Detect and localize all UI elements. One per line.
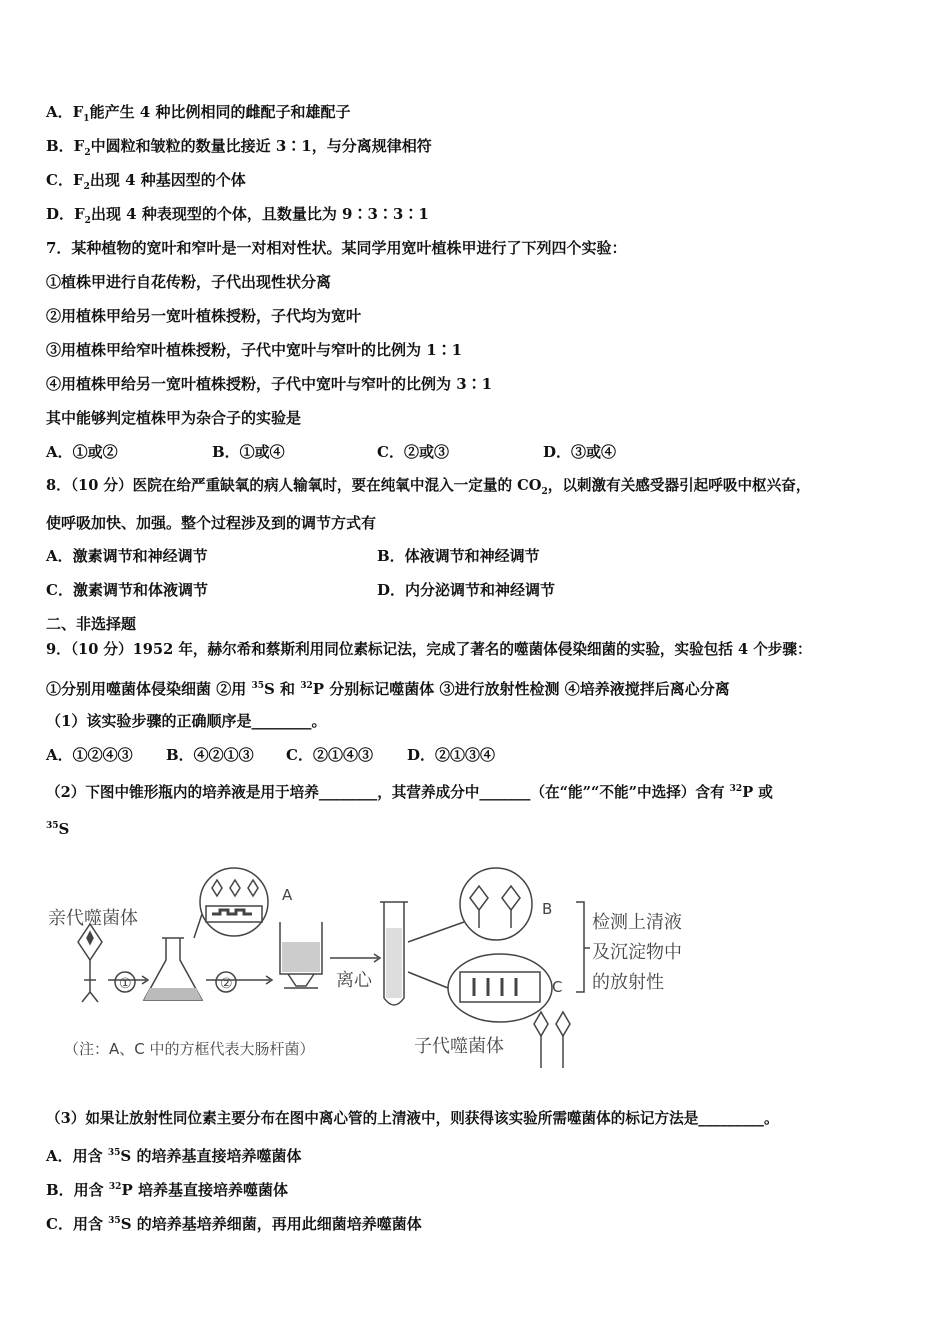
q8-option-b: B．体液调节和神经调节 — [377, 547, 540, 565]
section-title: 二、非选择题 — [46, 615, 137, 633]
q7-option-d: D．③或④ — [543, 443, 617, 461]
phage-experiment-diagram — [44, 862, 764, 1077]
q6-option-a: A．$F_1$能产生 4 种比例相同的雌配子和雄配子 — [46, 103, 351, 124]
circle-b-diagram — [460, 868, 532, 940]
q9-part3: （3）如果让放射性同位素主要分布在图中离心管的上清液中，则获得该实验所需噬菌体的标记方法是_________。 — [46, 1110, 779, 1127]
q8-stem-2: 使呼吸加快、加强。整个过程涉及到的调节方式有 — [46, 514, 377, 532]
q9-part2-cont: $^{35}$S — [46, 820, 70, 838]
q9-part1: （1）该实验步骤的正确顺序是________。 — [46, 712, 327, 730]
q6-option-b: B．$F_2$中圆粒和皱粒的数量比接近 3∶1，与分离规律相符 — [46, 137, 432, 158]
q8-stem: 8．（10 分）医院在给严重缺氧的病人输氧时，要在纯氧中混入一定量的 $CO_2$，以刺激有关感受器引起呼吸中枢兴奋， — [46, 477, 811, 497]
q8-option-d: D．内分泌调节和神经调节 — [377, 581, 556, 599]
q9-part1-option-b: B．④②①③ — [166, 746, 254, 764]
label-a: A — [282, 886, 293, 904]
centrifuge-label: 离心 — [336, 970, 372, 991]
offspring-phage-icon — [534, 1012, 570, 1068]
q9-part1-option-c: C．②①④③ — [286, 746, 373, 764]
q7-experiment-1: ①植株甲进行自花传粉，子代出现性状分离 — [46, 273, 332, 291]
q7-experiment-4: ④用植株甲给另一宽叶植株授粉，子代中宽叶与窄叶的比例为 3∶1 — [46, 375, 493, 393]
offspring-label: 子代噬菌体 — [414, 1036, 504, 1057]
q8-option-a: A．激素调节和神经调节 — [46, 547, 208, 565]
detect-line-1: 检测上清液 — [592, 912, 682, 933]
q9-part3-option-b: B．用含 $^{32}$P 培养基直接培养噬菌体 — [46, 1181, 288, 1199]
q6-option-c: C．$F_2$出现 4 种基因型的个体 — [46, 171, 246, 192]
q9-part1-option-d: D．②①③④ — [407, 746, 496, 764]
q9-part2: （2）下图中锥形瓶内的培养液是用于培养________，其营养成分中_______（在“能”“不能”中选择）含有 $^{32}$P 或 — [46, 783, 773, 801]
q9-part1-option-a: A．①②④③ — [46, 746, 133, 764]
centrifuge-tube-icon — [380, 902, 408, 1005]
q7-option-c: C．②或③ — [377, 443, 449, 461]
q9-part3-option-c: C．用含 $^{35}$S 的培养基培养细菌，再用此细菌培养噬菌体 — [46, 1215, 422, 1233]
label-b: B — [542, 900, 553, 918]
parent-phage-label: 亲代噬菌体 — [48, 908, 138, 929]
circle-c-diagram — [448, 954, 552, 1022]
circle-a-diagram — [200, 868, 268, 936]
q7-option-a: A．①或② — [46, 443, 118, 461]
q7-option-b: B．①或④ — [212, 443, 285, 461]
q7-experiment-3: ③用植株甲给窄叶植株授粉，子代中宽叶与窄叶的比例为 1∶1 — [46, 341, 463, 359]
step1-label: ① — [119, 976, 132, 992]
q6-option-d: D．$F_2$出现 4 种表现型的个体，且数量比为 9∶3∶3∶1 — [46, 205, 429, 226]
detect-line-2: 及沉淀物中 — [592, 942, 682, 963]
beaker-icon — [280, 922, 322, 988]
flask-icon — [144, 938, 202, 1000]
step2-label: ② — [220, 976, 233, 992]
q7-question: 其中能够判定植株甲为杂合子的实验是 — [46, 409, 302, 427]
q9-part3-option-a: A．用含 $^{35}$S 的培养基直接培养噬菌体 — [46, 1147, 302, 1165]
parent-phage-icon — [78, 924, 102, 1002]
q9-stem: 9．（10 分）1952 年，赫尔希和蔡斯利用同位素标记法，完成了著名的噬菌体侵染细菌的实验，实验包括 4 个步骤： — [46, 641, 812, 658]
q7-experiment-2: ②用植株甲给另一宽叶植株授粉，子代均为宽叶 — [46, 307, 362, 325]
q9-steps: ①分别用噬菌体侵染细菌 ②用 $^{35}$S 和 $^{32}$P 分别标记噬菌体 ③进行放射性检测 ④培养液搅拌后离心分离 — [46, 680, 730, 698]
label-c: C — [552, 978, 563, 996]
diagram-note: （注：A、C 中的方框代表大肠杆菌） — [64, 1040, 315, 1058]
detect-line-3: 的放射性 — [592, 972, 664, 993]
q8-option-c: C．激素调节和体液调节 — [46, 581, 208, 599]
q7-stem: 7．某种植物的宽叶和窄叶是一对相对性状。某同学用宽叶植株甲进行了下列四个实验： — [46, 239, 627, 257]
